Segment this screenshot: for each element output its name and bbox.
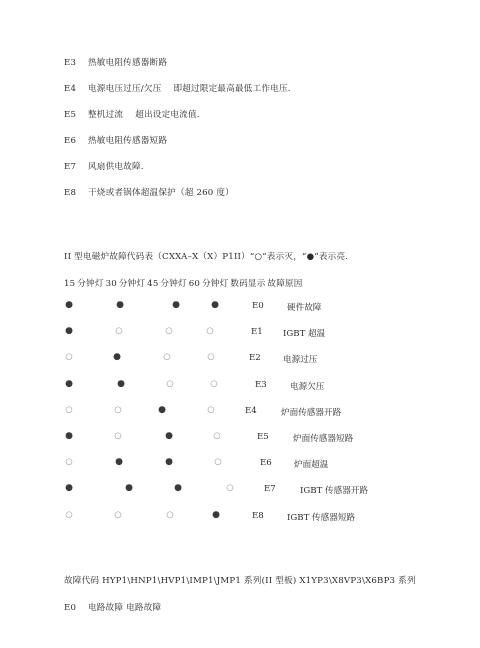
error-code: E8 <box>64 188 77 198</box>
row-desc: 电源欠压 <box>290 381 325 392</box>
row-code: E2 <box>249 353 261 364</box>
table-row <box>0 380 480 394</box>
table-row <box>0 484 480 498</box>
last-line <box>64 601 161 613</box>
lamp-off-icon: ○ <box>210 378 218 389</box>
lamp-off-icon: ○ <box>166 509 174 520</box>
lamp-off-icon: ○ <box>166 378 174 389</box>
lamp-off-icon: ○ <box>226 483 234 494</box>
row-desc: 炉面超温 <box>294 460 329 471</box>
error-code: E0 <box>64 603 77 613</box>
lamp-off-icon: ○ <box>207 404 215 415</box>
lamp-off-icon: ○ <box>114 431 122 441</box>
section2-title: II 型电磁炉故障代码表（CXXA–X（X）P1II）“○”表示灭，“●”表示亮. <box>64 252 349 262</box>
row-code: E1 <box>251 327 263 338</box>
error-line-e7 <box>64 160 144 172</box>
row-desc: IGBT 传感器短路 <box>287 512 356 523</box>
lamp-on-icon: ● <box>115 457 123 468</box>
error-code: E6 <box>64 136 77 146</box>
error-desc: 干烧或者锅体超温保护（超 260 度） <box>88 188 234 198</box>
row-code: E7 <box>264 484 276 495</box>
error-desc: 整机过流 <box>88 110 124 120</box>
error-line-e6 <box>64 134 167 146</box>
row-desc: 电源过压 <box>283 355 318 366</box>
error-desc: 电路故障 电路故障 <box>88 603 162 613</box>
row-code: E0 <box>252 301 264 311</box>
row-code: E4 <box>245 405 257 416</box>
row-code: E3 <box>255 379 267 390</box>
lamp-on-icon: ● <box>117 378 125 389</box>
lamp-off-icon: ○ <box>163 352 171 363</box>
lamp-off-icon: ○ <box>214 457 222 468</box>
row-code: E6 <box>260 458 272 469</box>
table-row <box>0 511 480 525</box>
table-row <box>0 432 480 446</box>
error-desc: 热敏电阻传感器断路 <box>88 58 168 68</box>
error-line-e3 <box>64 56 167 68</box>
error-code: E4 <box>64 84 77 94</box>
table-row <box>0 301 480 315</box>
error-desc: 热敏电阻传感器短路 <box>88 136 168 146</box>
lamp-on-icon: ● <box>165 457 173 468</box>
lamp-off-icon: ○ <box>65 352 73 363</box>
error-extra: 即超过限定最高最低工作电压. <box>173 84 291 94</box>
lamp-off-icon: ○ <box>206 326 214 337</box>
error-line-e8 <box>64 186 234 198</box>
lamp-on-icon: ● <box>65 431 73 441</box>
error-line-e4 <box>64 82 291 94</box>
lamp-off-icon: ○ <box>207 352 215 363</box>
lamp-off-icon: ○ <box>65 457 73 468</box>
row-desc: 炉面传感器开路 <box>281 407 342 418</box>
error-code: E7 <box>64 162 77 172</box>
error-desc: 电源电压过压/欠压 <box>88 84 162 94</box>
lamp-on-icon: ● <box>65 378 73 389</box>
lamp-on-icon: ● <box>174 483 182 494</box>
lamp-on-icon: ● <box>125 483 133 494</box>
lamp-off-icon: ○ <box>65 509 73 520</box>
lamp-on-icon: ● <box>65 326 73 337</box>
lamp-on-icon: ● <box>65 300 73 310</box>
lamp-on-icon: ● <box>113 352 121 363</box>
row-desc: IGBT 传感器开路 <box>300 486 369 497</box>
lamp-on-icon: ● <box>165 431 173 441</box>
table-row <box>0 353 480 367</box>
row-desc: IGBT 超温 <box>283 329 326 340</box>
lamp-off-icon: ○ <box>165 326 173 337</box>
row-desc: 炉面传感器短路 <box>293 434 354 444</box>
lamp-off-icon: ○ <box>115 326 123 337</box>
row-code: E8 <box>252 510 264 521</box>
lamp-on-icon: ● <box>116 300 124 310</box>
table-row <box>0 327 480 341</box>
table-row <box>0 406 480 420</box>
lamp-off-icon: ○ <box>213 431 221 441</box>
lamp-on-icon: ● <box>172 300 180 310</box>
lamp-off-icon: ○ <box>65 404 73 415</box>
row-code: E5 <box>257 432 269 442</box>
lamp-on-icon: ● <box>211 300 219 310</box>
lamp-off-icon: ○ <box>114 509 122 520</box>
lamp-off-icon: ○ <box>114 404 122 415</box>
error-code: E3 <box>64 58 77 68</box>
lamp-on-icon: ● <box>158 404 166 415</box>
lamp-on-icon: ● <box>65 483 73 494</box>
error-extra: 超出设定电流值. <box>135 110 200 120</box>
row-desc: 硬件故障 <box>287 303 322 313</box>
table-header: 15 分钟灯 30 分钟灯 45 分钟灯 60 分钟灯 数码显示 故障原因 <box>64 279 303 289</box>
section3-title: 故障代码 HYP1\HNP1\HVP1\IMP1\JMP1 系列(II 型板) X1YP3\X8VP3\X6BP3 系列 <box>64 576 416 586</box>
table-row <box>0 458 480 472</box>
lamp-on-icon: ● <box>212 509 220 520</box>
error-line-e5 <box>64 108 200 120</box>
error-desc: 风扇供电故障. <box>88 162 144 172</box>
error-code: E5 <box>64 110 77 120</box>
